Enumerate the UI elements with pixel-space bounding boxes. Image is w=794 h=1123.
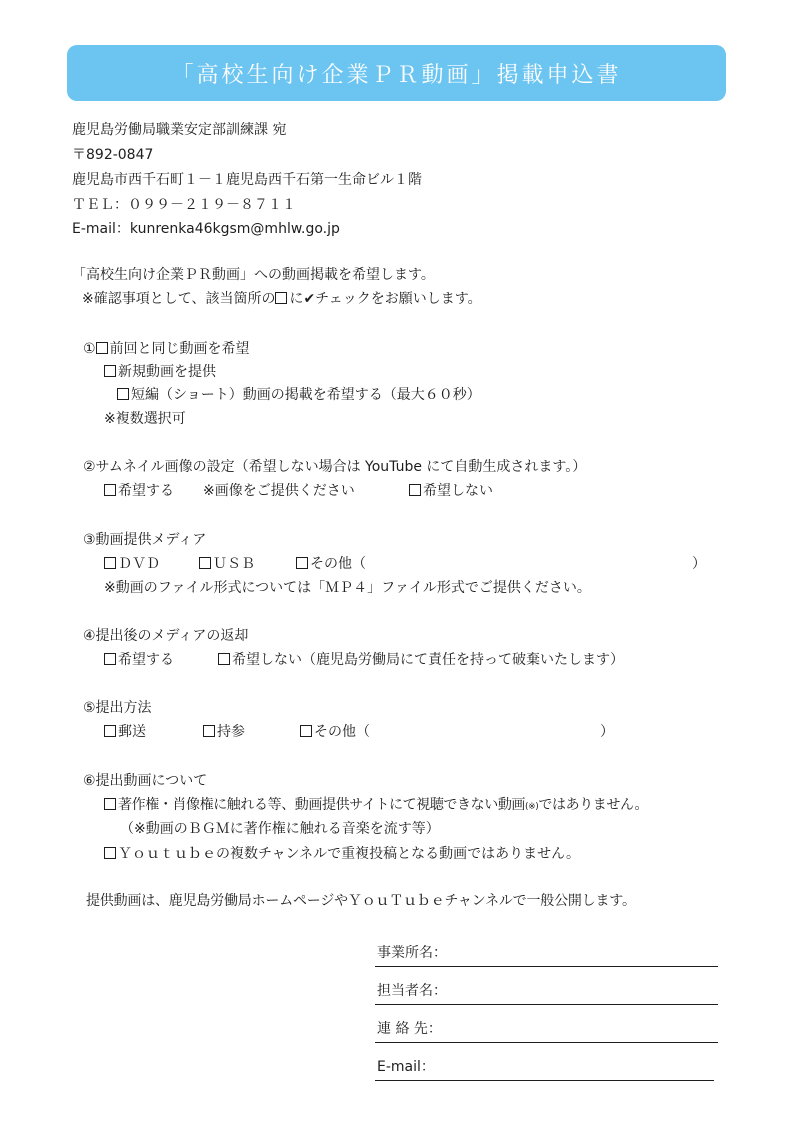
checkbox[interactable] bbox=[104, 484, 116, 496]
section3-option-dvd[interactable] bbox=[104, 554, 160, 574]
section2-option-yes[interactable] bbox=[104, 481, 174, 501]
option-label: Ｙｏｕｔｕｂｅの複数チャンネルで重複投稿となる動画ではありません。 bbox=[118, 846, 580, 862]
option-label: 短編（ショート）動画の掲載を希望する（最大６０秒） bbox=[131, 387, 481, 403]
company-name-field[interactable] bbox=[375, 940, 718, 967]
section4-title: ④提出後のメディアの返却 bbox=[83, 628, 249, 644]
section5-title: ⑤提出方法 bbox=[83, 700, 152, 716]
checkbox[interactable] bbox=[104, 557, 116, 569]
option-label: その他（ bbox=[310, 556, 366, 572]
instruction-text-after: に✔チェックをお願いします。 bbox=[289, 291, 482, 307]
option-label: 新規動画を提供 bbox=[118, 364, 216, 380]
footnote-mark: (※) bbox=[525, 802, 539, 812]
section5-close-paren: ） bbox=[600, 724, 614, 740]
form-title: 「高校生向け企業ＰＲ動画」掲載申込書 bbox=[171, 62, 622, 88]
section3-title: ③動画提供メディア bbox=[83, 532, 207, 548]
section3-option-other[interactable] bbox=[296, 554, 366, 574]
checkbox[interactable] bbox=[296, 557, 308, 569]
checkbox[interactable] bbox=[300, 725, 312, 737]
section6-option-duplicate[interactable] bbox=[104, 844, 580, 864]
form-title-banner bbox=[67, 45, 726, 101]
checkbox[interactable] bbox=[218, 653, 230, 665]
postal-code: 〒892-0847 bbox=[72, 147, 154, 163]
checkbox[interactable] bbox=[117, 388, 129, 400]
section1-option-previous[interactable] bbox=[83, 339, 250, 359]
option-label: 希望しない bbox=[423, 483, 493, 499]
checkbox[interactable] bbox=[104, 847, 116, 859]
checkbox[interactable] bbox=[96, 342, 108, 354]
section2-yes-note: ※画像をご提供ください bbox=[203, 483, 355, 499]
option-label: 希望しない（鹿児島労働局にて責任を持って破棄いたします） bbox=[232, 652, 624, 668]
person-in-charge-label: 担当者名： bbox=[377, 983, 447, 999]
recipient-line: 鹿児島労働局職業安定部訓練課 宛 bbox=[72, 122, 287, 138]
section5-option-bring[interactable] bbox=[203, 722, 245, 742]
option-label: 郵送 bbox=[118, 724, 146, 740]
option-label: 持参 bbox=[217, 724, 245, 740]
option-label-tail: ではありません。 bbox=[538, 797, 649, 813]
section3-close-paren: ） bbox=[692, 556, 706, 572]
section1-option-new[interactable] bbox=[104, 362, 216, 382]
checkbox[interactable] bbox=[199, 557, 211, 569]
section4-option-no[interactable] bbox=[218, 650, 624, 670]
contact-field[interactable] bbox=[375, 1016, 718, 1043]
section3-note: ※動画のファイル形式については「ＭＰ４」ファイル形式でご提供ください。 bbox=[104, 580, 591, 596]
company-name-label: 事業所名： bbox=[377, 945, 447, 961]
section1-number: ① bbox=[83, 341, 96, 357]
section4-option-yes[interactable] bbox=[104, 650, 174, 670]
section5-option-other[interactable] bbox=[300, 722, 370, 742]
checkbox[interactable] bbox=[203, 725, 215, 737]
email-field[interactable] bbox=[375, 1054, 714, 1081]
instruction-line bbox=[82, 289, 482, 309]
telephone: ＴＥＬ：０９９－２１９－８７１１ bbox=[72, 197, 296, 213]
section2-option-no[interactable] bbox=[409, 481, 493, 501]
email-label: E-mail： bbox=[377, 1059, 435, 1075]
closing-statement: 提供動画は、鹿児島労働局ホームページやＹｏｕＴｕｂｅチャンネルで一般公開します。 bbox=[86, 893, 636, 909]
checkbox[interactable] bbox=[409, 484, 421, 496]
checkbox[interactable] bbox=[104, 798, 116, 810]
instruction-text-before: ※確認事項として、該当箇所の bbox=[82, 291, 276, 307]
section5-option-mail[interactable] bbox=[104, 722, 146, 742]
option-label: ＤＶＤ bbox=[118, 556, 160, 572]
option-label: ＵＳＢ bbox=[213, 556, 255, 572]
checkbox[interactable] bbox=[104, 653, 116, 665]
section6-copyright-note: （※動画のＢＧＭに著作権に触れる音楽を流す等） bbox=[120, 821, 440, 837]
option-label: 前回と同じ動画を希望 bbox=[109, 341, 250, 357]
checkbox[interactable] bbox=[104, 365, 116, 377]
section6-title: ⑥提出動画について bbox=[83, 773, 208, 789]
option-label: 希望する bbox=[118, 652, 174, 668]
street-address: 鹿児島市西千石町１－１鹿児島西千石第一生命ビル１階 bbox=[72, 172, 422, 188]
section2-title: ②サムネイル画像の設定（希望しない場合は YouTube にて自動生成されます。） bbox=[83, 459, 587, 475]
sample-checkbox bbox=[275, 292, 287, 304]
section1-note: ※複数選択可 bbox=[104, 411, 186, 427]
option-label: その他（ bbox=[314, 724, 370, 740]
person-in-charge-field[interactable] bbox=[375, 978, 718, 1005]
option-label: 著作権・肖像権に触れる等、動画提供サイトにて視聴できない動画 bbox=[118, 797, 526, 813]
contact-label: 連 絡 先： bbox=[377, 1021, 442, 1037]
section6-option-copyright[interactable] bbox=[104, 795, 648, 817]
section3-option-usb[interactable] bbox=[199, 554, 255, 574]
checkbox[interactable] bbox=[104, 725, 116, 737]
section1-option-short[interactable] bbox=[117, 385, 481, 405]
email-address: E-mail：kunrenka46kgsm@mhlw.go.jp bbox=[72, 221, 340, 237]
intro-line: 「高校生向け企業ＰＲ動画」への動画掲載を希望します。 bbox=[72, 267, 435, 283]
option-label: 希望する bbox=[118, 483, 174, 499]
